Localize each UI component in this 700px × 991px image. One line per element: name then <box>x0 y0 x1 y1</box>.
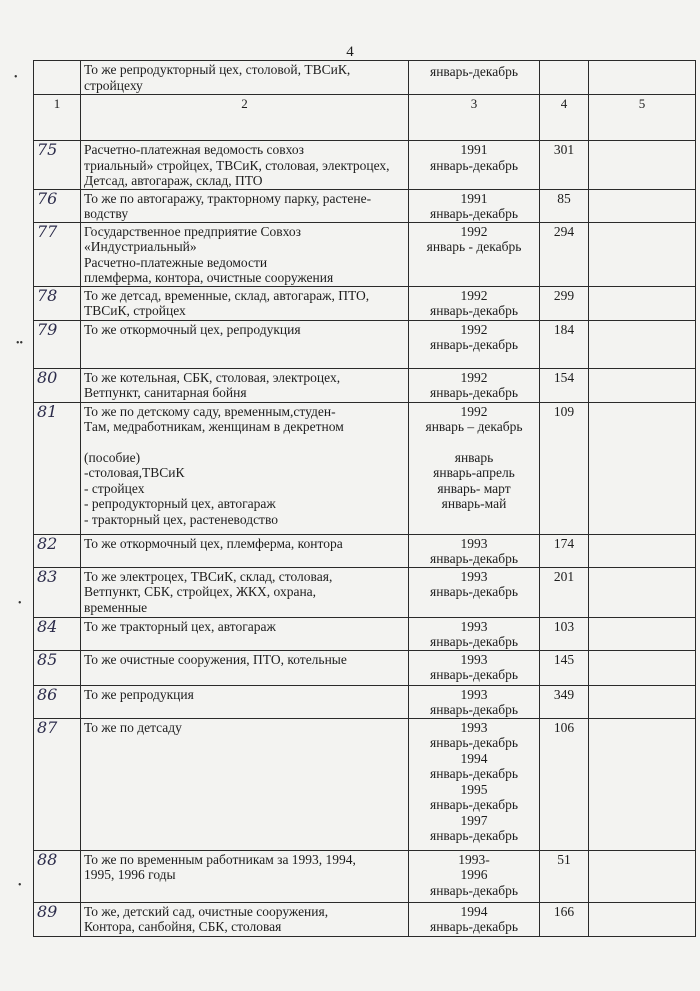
date-line: январь-декабрь <box>429 828 518 843</box>
title-line: То же детсад, временные, склад, автогараж, ПТО, <box>84 287 370 303</box>
date-line: январь-апрель <box>433 465 515 480</box>
cell-note <box>589 718 696 850</box>
cell-sheets: 294 <box>540 222 589 286</box>
cell-date <box>409 320 540 368</box>
title-line: То же по детсаду <box>84 719 182 735</box>
cell-sheets: 109 <box>540 402 589 534</box>
margin-mark: • <box>18 598 22 609</box>
title-line: Расчетно-платежная ведомость совхоз <box>84 142 304 157</box>
table-row <box>34 222 696 286</box>
cell-title <box>81 685 409 718</box>
date-line: 1997 <box>460 812 488 828</box>
date-line: 1992 <box>460 403 488 419</box>
date-line: январь-декабрь <box>429 766 518 781</box>
date-line: январь-декабрь <box>429 385 518 400</box>
date-line: январь- март <box>437 480 511 496</box>
title-line: 1995, 1996 годы <box>84 867 176 882</box>
title-line: (пособие) <box>84 449 141 465</box>
date-line: 1992 <box>460 369 488 385</box>
date-line: 1993 <box>460 568 488 584</box>
title-line: -столовая,ТВСиК <box>84 465 185 480</box>
table-row <box>34 189 696 222</box>
date-line: январь-декабрь <box>429 551 518 566</box>
title-line: То же репродукторный цех, столовой, ТВСиК, <box>84 62 351 77</box>
date-line: январь-декабрь <box>429 919 518 934</box>
table-row <box>34 685 696 718</box>
date-line: 1993 <box>460 651 488 667</box>
cell-title <box>81 189 409 222</box>
table-row <box>34 320 696 368</box>
cell-number: 79 <box>34 320 81 368</box>
date-line: 1992 <box>460 223 488 239</box>
date-line: 1992 <box>460 321 488 337</box>
title-line: То же по детскому саду, временным,студен- <box>84 403 336 419</box>
date-line: январь – декабрь <box>425 419 523 434</box>
title-line: Расчетно-платежные ведомости <box>84 254 268 270</box>
table-row <box>34 650 696 685</box>
date-line: январь-декабрь <box>429 797 518 812</box>
date-line: 1991 <box>460 190 488 206</box>
cell-sheets: 106 <box>540 718 589 850</box>
cell-note <box>589 567 696 617</box>
cell-sheets: 201 <box>540 567 589 617</box>
title-line: То же очистные сооружения, ПТО, котельные <box>84 651 347 667</box>
cell-number: 82 <box>34 534 81 567</box>
cell-note <box>589 534 696 567</box>
cell-date <box>409 402 540 534</box>
title-line: племферма, контора, очистные сооружения <box>84 270 334 285</box>
cell-title <box>81 534 409 567</box>
cell-title <box>81 222 409 286</box>
cell-number: 86 <box>34 685 81 718</box>
title-line: То же котельная, СБК, столовая, электроцех, <box>84 369 341 385</box>
cell-date <box>409 141 540 190</box>
date-line: 1993 <box>460 686 488 702</box>
date-line: 1992 <box>460 287 488 303</box>
cell-date <box>409 368 540 402</box>
cell-date <box>409 685 540 718</box>
cell-date <box>409 902 540 936</box>
title-line: ТВСиК, стройцех <box>84 303 186 318</box>
cell-sheets <box>540 61 589 95</box>
date-line: январь - декабрь <box>426 239 522 254</box>
cell-note <box>589 902 696 936</box>
cell-title <box>81 902 409 936</box>
cell-number: 85 <box>34 650 81 685</box>
cell-sheets: 154 <box>540 368 589 402</box>
cell-number: 88 <box>34 850 81 902</box>
cell-number: 75 <box>34 141 81 190</box>
cell-note <box>589 368 696 402</box>
header-cell: 2 <box>81 95 409 141</box>
date-line: 1995 <box>460 781 488 797</box>
cell-number <box>34 61 81 95</box>
title-line: - тракторный цех, растеневодство <box>84 511 278 527</box>
cell-sheets: 51 <box>540 850 589 902</box>
cell-sheets: 174 <box>540 534 589 567</box>
cell-number: 81 <box>34 402 81 534</box>
table-row <box>34 567 696 617</box>
cell-note <box>589 61 696 95</box>
date-line: 1996 <box>460 867 488 882</box>
title-line: - стройцех <box>84 480 145 496</box>
cell-sheets: 85 <box>540 189 589 222</box>
date-line: январь-декабрь <box>429 702 518 717</box>
date-line: январь-декабрь <box>429 337 518 352</box>
cell-sheets: 299 <box>540 286 589 320</box>
table-row <box>34 368 696 402</box>
cell-number: 83 <box>34 567 81 617</box>
header-cell: 1 <box>34 95 81 141</box>
title-line: Ветпункт, СБК, стройцех, ЖКХ, охрана, <box>84 584 317 599</box>
cell-number: 89 <box>34 902 81 936</box>
header-cell: 4 <box>540 95 589 141</box>
date-line: январь-декабрь <box>429 157 518 173</box>
cell-date <box>409 189 540 222</box>
title-line: То же по временным работникам за 1993, 1994, <box>84 851 356 867</box>
cell-date <box>409 534 540 567</box>
date-line: январь-декабрь <box>429 882 518 898</box>
header-cell: 3 <box>409 95 540 141</box>
cell-title <box>81 617 409 650</box>
title-line: То же репродукция <box>84 686 194 702</box>
table-row <box>34 617 696 650</box>
cell-date <box>409 850 540 902</box>
cell-note <box>589 685 696 718</box>
cell-title <box>81 650 409 685</box>
cell-title <box>81 567 409 617</box>
cell-title <box>81 141 409 190</box>
title-line: - репродукторный цех, автогараж <box>84 496 276 511</box>
title-line: Там, медработникам, женщинам в декретном <box>84 419 344 434</box>
date-line: январь-декабрь <box>429 303 518 318</box>
title-line: временные <box>84 599 148 615</box>
cell-number: 84 <box>34 617 81 650</box>
title-line: триальный» стройцех, ТВСиК, столовая, электроцех, <box>84 157 390 173</box>
date-line: январь <box>454 449 494 465</box>
cell-title <box>81 850 409 902</box>
cell-note <box>589 320 696 368</box>
table-row <box>34 402 696 534</box>
cell-date <box>409 222 540 286</box>
title-line: То же откормочный цех, репродукция <box>84 321 301 337</box>
table-row <box>34 850 696 902</box>
cell-note <box>589 189 696 222</box>
cell-sheets: 349 <box>540 685 589 718</box>
date-line: 1993 <box>460 618 488 634</box>
cell-number: 76 <box>34 189 81 222</box>
table-row <box>34 61 696 95</box>
cell-date <box>409 286 540 320</box>
date-line: 1994 <box>460 903 488 919</box>
date-line: 1991 <box>460 142 488 157</box>
cell-title <box>81 286 409 320</box>
cell-note <box>589 617 696 650</box>
table-row <box>34 141 696 190</box>
inventory-table <box>33 60 696 937</box>
margin-mark: •• <box>16 338 24 349</box>
table-row <box>34 902 696 936</box>
cell-date <box>409 650 540 685</box>
cell-note <box>589 141 696 190</box>
title-line: Детсад, автогараж, склад, ПТО <box>84 173 263 188</box>
cell-title <box>81 718 409 850</box>
title-line: Государственное предприятие Совхоз <box>84 223 301 239</box>
title-line: То же тракторный цех, автогараж <box>84 618 276 634</box>
date-line: январь-декабрь <box>429 667 518 682</box>
title-line: водству <box>84 206 129 221</box>
cell-note <box>589 286 696 320</box>
date-line: 1993- <box>458 851 490 867</box>
title-line: Ветпункт, санитарная бойня <box>84 385 247 400</box>
cell-sheets: 184 <box>540 320 589 368</box>
title-line: То же откормочный цех, племферма, контора <box>84 535 343 551</box>
cell-date <box>409 617 540 650</box>
date-line: январь-декабрь <box>429 735 518 750</box>
date-line: январь-май <box>441 496 507 511</box>
cell-number: 87 <box>34 718 81 850</box>
cell-sheets: 103 <box>540 617 589 650</box>
date-line: 1994 <box>460 750 488 766</box>
title-line: стройцеху <box>84 77 143 93</box>
date-line: январь-декабрь <box>429 64 518 79</box>
cell-sheets: 166 <box>540 902 589 936</box>
margin-mark: • <box>14 72 18 83</box>
title-line <box>84 435 405 450</box>
table-row <box>34 286 696 320</box>
title-line: То же электроцех, ТВСиК, склад, столовая, <box>84 568 333 584</box>
cell-note <box>589 850 696 902</box>
title-line: То же, детский сад, очистные сооружения, <box>84 903 329 919</box>
date-line <box>412 435 536 450</box>
cell-sheets: 301 <box>540 141 589 190</box>
page-number: 4 <box>346 44 354 60</box>
cell-date <box>409 61 540 95</box>
cell-date <box>409 567 540 617</box>
date-line: январь-декабрь <box>429 634 518 649</box>
cell-note <box>589 402 696 534</box>
cell-title <box>81 320 409 368</box>
cell-date <box>409 718 540 850</box>
cell-number: 78 <box>34 286 81 320</box>
table-row <box>34 534 696 567</box>
title-line: То же по автогаражу, тракторному парку, растене- <box>84 190 372 206</box>
table-row <box>34 718 696 850</box>
header-row <box>34 95 696 141</box>
date-line: январь-декабрь <box>429 584 518 599</box>
date-line: январь-декабрь <box>429 206 518 221</box>
title-line: Контора, санбойня, СБК, столовая <box>84 919 282 934</box>
title-line: «Индустриальный» <box>84 239 197 254</box>
cell-title <box>81 368 409 402</box>
cell-title <box>81 61 409 95</box>
cell-number: 80 <box>34 368 81 402</box>
cell-sheets: 145 <box>540 650 589 685</box>
header-cell: 5 <box>589 95 696 141</box>
cell-number: 77 <box>34 222 81 286</box>
margin-mark: • <box>18 880 22 891</box>
cell-note <box>589 222 696 286</box>
date-line: 1993 <box>460 719 488 735</box>
cell-title <box>81 402 409 534</box>
date-line: 1993 <box>460 535 488 551</box>
cell-note <box>589 650 696 685</box>
